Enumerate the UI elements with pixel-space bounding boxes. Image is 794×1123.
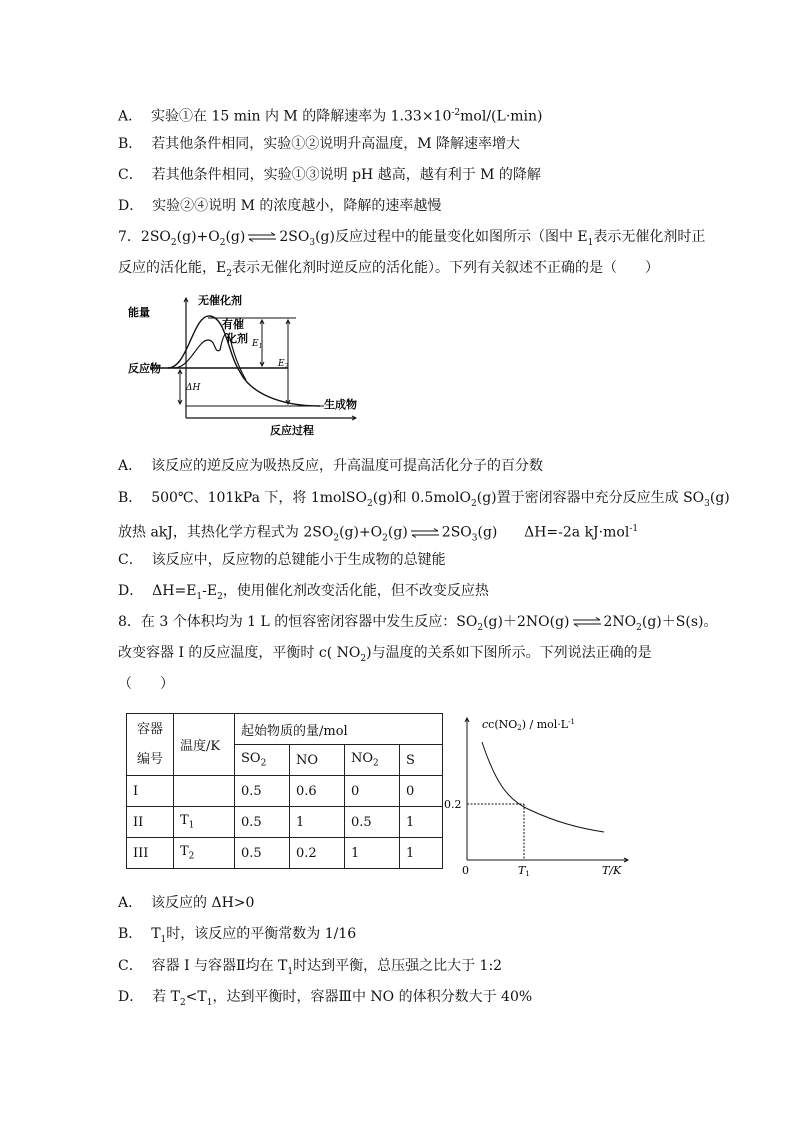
dh-label: ΔH — [186, 383, 201, 393]
option-label: A． — [118, 895, 143, 911]
no-catalyst-label: 无催化剂 — [198, 294, 242, 307]
subscript: 1 — [287, 966, 294, 977]
subscript: 2 — [382, 533, 388, 544]
option-text: 实验②④说明 M 的浓度越小，降解的速率越慢 — [152, 198, 442, 214]
subscript: 2 — [471, 498, 477, 509]
option-text: (g) — [709, 490, 730, 506]
cell-s: 0 — [400, 776, 443, 807]
y-label-text: c(NO — [488, 718, 518, 731]
stem-text: 在 3 个体积均为 1 L 的恒容密闭容器中发生反应：SO — [140, 614, 478, 630]
cell-no: 1 — [290, 807, 345, 838]
catalyst-label-2: 化剂 — [226, 332, 248, 345]
subscript: 3 — [309, 237, 316, 248]
header-so2 — [235, 745, 290, 776]
table-row — [127, 838, 443, 869]
cell-no2: 0.5 — [345, 807, 400, 838]
option-text: ，使用催化剂改变活化能，但不改变反应热 — [222, 583, 489, 599]
option-label: D． — [118, 583, 144, 599]
option-label: B． — [118, 926, 143, 942]
option-text: ΔH=E — [152, 583, 197, 599]
option-text: 容器 I 与容器Ⅱ均在 T — [151, 958, 288, 974]
stem-text: （ ） — [118, 676, 174, 692]
cell-no2: 1 — [345, 838, 400, 869]
q7-option-b-line2 — [118, 519, 638, 548]
header-initial: 起始物质的量/mol — [235, 714, 443, 745]
stem-text: 2NO — [603, 614, 637, 630]
q8-option-b — [118, 924, 356, 950]
q8-stem-line3 — [118, 674, 174, 694]
x-tick-text: T — [518, 864, 526, 877]
stem-text: 2SO — [140, 229, 171, 245]
table-row — [127, 807, 443, 838]
header-text: 编号 — [136, 751, 163, 767]
q7-option-c — [118, 550, 446, 570]
subscript: 2 — [179, 997, 186, 1008]
cell-no: 0.2 — [290, 838, 345, 869]
no2-temperature-chart — [438, 706, 638, 881]
option-label: C． — [118, 552, 143, 568]
cell-so2: 0.5 — [235, 838, 290, 869]
header-text: SO — [241, 751, 261, 767]
q6-option-b — [118, 134, 520, 154]
subscript: 2 — [373, 758, 379, 769]
no2-curve — [482, 742, 604, 832]
q8-stem-line1 — [118, 612, 717, 638]
catalyst-label-1: 有催 — [222, 318, 244, 331]
subscript: 2 — [219, 237, 226, 248]
subscript: 2 — [170, 237, 177, 248]
y-tick-label: 0.2 — [444, 798, 462, 811]
x-axis-label: T/K — [602, 864, 622, 877]
subscript: 1 — [188, 820, 195, 831]
superscript: -1 — [629, 524, 639, 534]
q6-option-d — [118, 196, 441, 216]
q7-option-b-line1 — [118, 488, 730, 514]
q7-option-d — [118, 581, 489, 607]
q6-option-a — [118, 103, 543, 127]
subscript: 1 — [587, 237, 594, 248]
subscript: 2 — [360, 653, 367, 664]
option-text: T — [151, 926, 161, 942]
stem-text: 表示无催化剂时逆反应的活化能）。下列有关叙述不正确的是（ ） — [231, 260, 659, 276]
option-text: 放热 akJ，其热化学方程式为 2SO — [118, 524, 334, 541]
option-text: ，达到平衡时，容器Ⅲ中 NO 的体积分数大于 40% — [212, 989, 533, 1005]
option-text: 2SO — [441, 524, 472, 541]
x-tick-sub: 1 — [525, 870, 530, 878]
cell-id: I — [127, 776, 174, 807]
header-s: S — [400, 745, 443, 776]
origin-label: 0 — [462, 864, 469, 877]
option-label: D． — [118, 989, 144, 1005]
option-text: 时，该反应的平衡常数为 1/16 — [166, 926, 357, 942]
q8-option-c — [118, 956, 502, 982]
superscript: -2 — [451, 108, 461, 118]
cell-s: 1 — [400, 838, 443, 869]
subscript: 2 — [188, 851, 195, 862]
energy-diagram — [128, 294, 358, 440]
option-text: 若其他条件相同，实验①③说明 pH 越高，越有利于 M 的降解 — [151, 167, 541, 183]
stem-text: (g)反应过程中的能量变化如图所示（图中 E — [315, 229, 588, 245]
option-text: (g)+O — [339, 524, 383, 541]
product-label: 生成物 — [324, 398, 357, 411]
option-text: 若 T — [152, 989, 180, 1005]
cell-temp — [174, 776, 235, 807]
q6-option-c — [118, 165, 541, 185]
stem-text: 反应的活化能，E — [118, 260, 227, 276]
option-text: (g)和 0.5molO — [372, 490, 471, 506]
stem-text: (g) — [225, 229, 246, 245]
cell-temp — [174, 807, 235, 838]
option-text: 若其他条件相同，实验①②说明升高温度，M 降解速率增大 — [151, 136, 520, 152]
cell-text: T — [180, 813, 189, 829]
option-text: ΔH=-2a kJ·mol — [524, 524, 630, 541]
stem-text: (g)＋S(s)。 — [641, 614, 718, 630]
e2-label: $E_2$ — [278, 359, 289, 370]
header-no: NO — [290, 745, 345, 776]
stem-text: (g)+O — [176, 229, 220, 245]
header-temp: 温度/K — [174, 714, 235, 776]
y-label-tail: ) / mol·L — [521, 718, 569, 731]
subscript: 2 — [217, 591, 223, 602]
subscript: 3 — [471, 533, 478, 544]
initial-amounts-table — [126, 713, 443, 869]
option-label: D． — [118, 198, 144, 214]
cell-no: 0.6 — [290, 776, 345, 807]
stem-text: (g)＋2NO(g) — [483, 614, 570, 630]
option-label: A． — [118, 458, 143, 474]
option-text: (g) — [387, 524, 408, 541]
q8-option-d — [118, 987, 532, 1013]
subscript: 3 — [704, 498, 710, 509]
subscript: 2 — [260, 758, 267, 769]
cell-no2: 0 — [345, 776, 400, 807]
q7-option-a — [118, 456, 543, 476]
stem-text: 改变容器 I 的反应温度，平衡时 c( NO — [118, 645, 361, 661]
header-container — [127, 714, 174, 776]
option-text: 时达到平衡，总压强之比大于 1:2 — [293, 958, 503, 974]
option-text: (g)置于密闭容器中充分反应生成 SO — [476, 490, 705, 506]
option-label: B． — [118, 136, 143, 152]
subscript: 2 — [367, 498, 373, 509]
subscript: 2 — [333, 533, 340, 544]
e1-label: $E_1$ — [252, 339, 263, 350]
cell-s: 1 — [400, 807, 443, 838]
q8-stem-line2 — [118, 643, 652, 669]
cell-id: II — [127, 807, 174, 838]
question-number: 7． — [118, 229, 141, 245]
subscript: 2 — [226, 268, 232, 279]
equilibrium-arrow-icon — [572, 617, 602, 627]
equilibrium-arrow-icon — [410, 528, 440, 538]
option-label: C． — [118, 167, 143, 183]
option-text: 500℃、101kPa 下，将 1molSO — [151, 490, 367, 506]
option-text: 实验①在 15 min 内 M 的降解速率为 1.33×10 — [151, 108, 452, 125]
option-label: C． — [118, 958, 143, 974]
x-axis-label: 反应过程 — [270, 424, 314, 437]
table-row — [127, 776, 443, 807]
cell-so2: 0.5 — [235, 807, 290, 838]
stem-text: )与温度的关系如下图所示。下列说法正确的是 — [366, 645, 652, 661]
option-text: 该反应的 ΔH>0 — [151, 895, 255, 911]
header-text: 容器 — [136, 721, 163, 737]
y-label-sub: 2 — [517, 724, 522, 732]
subscript: 1 — [206, 997, 213, 1008]
cell-so2: 0.5 — [235, 776, 290, 807]
option-text: 该反应的逆反应为吸热反应，升高温度可提高活化分子的百分数 — [151, 458, 544, 474]
subscript: 1 — [160, 934, 167, 945]
q7-stem-line1 — [118, 227, 705, 253]
stem-text: 表示无催化剂时正 — [593, 229, 706, 245]
y-axis-label: $cc(NO2) / mol\cdot L^{-1}$ — [482, 718, 575, 732]
equilibrium-arrow-icon — [247, 232, 277, 242]
y-label-sup: -1 — [568, 718, 575, 726]
cell-temp — [174, 838, 235, 869]
option-label: A． — [118, 108, 143, 125]
option-text: <T — [185, 989, 207, 1005]
subscript: 2 — [477, 622, 484, 633]
x-tick-label — [518, 864, 530, 878]
cell-text: T — [180, 844, 189, 860]
diagram-y-label: 能量 — [128, 306, 150, 319]
header-no2 — [345, 745, 400, 776]
subscript: 2 — [636, 622, 642, 633]
subscript: 1 — [196, 591, 203, 602]
header-text: NO — [351, 751, 374, 767]
reactant-label: 反应物 — [128, 362, 161, 375]
option-label: B． — [118, 490, 143, 506]
option-text: -E — [202, 583, 218, 599]
stem-text: 2SO — [279, 229, 310, 245]
q7-stem-line2 — [118, 258, 659, 284]
question-number: 8． — [118, 614, 141, 630]
cell-id: III — [127, 838, 174, 869]
option-text: mol/(L·min) — [460, 108, 543, 125]
q8-option-a — [118, 893, 254, 913]
option-text: (g) — [477, 524, 498, 541]
option-text: 该反应中，反应物的总键能小于生成物的总键能 — [151, 552, 446, 568]
